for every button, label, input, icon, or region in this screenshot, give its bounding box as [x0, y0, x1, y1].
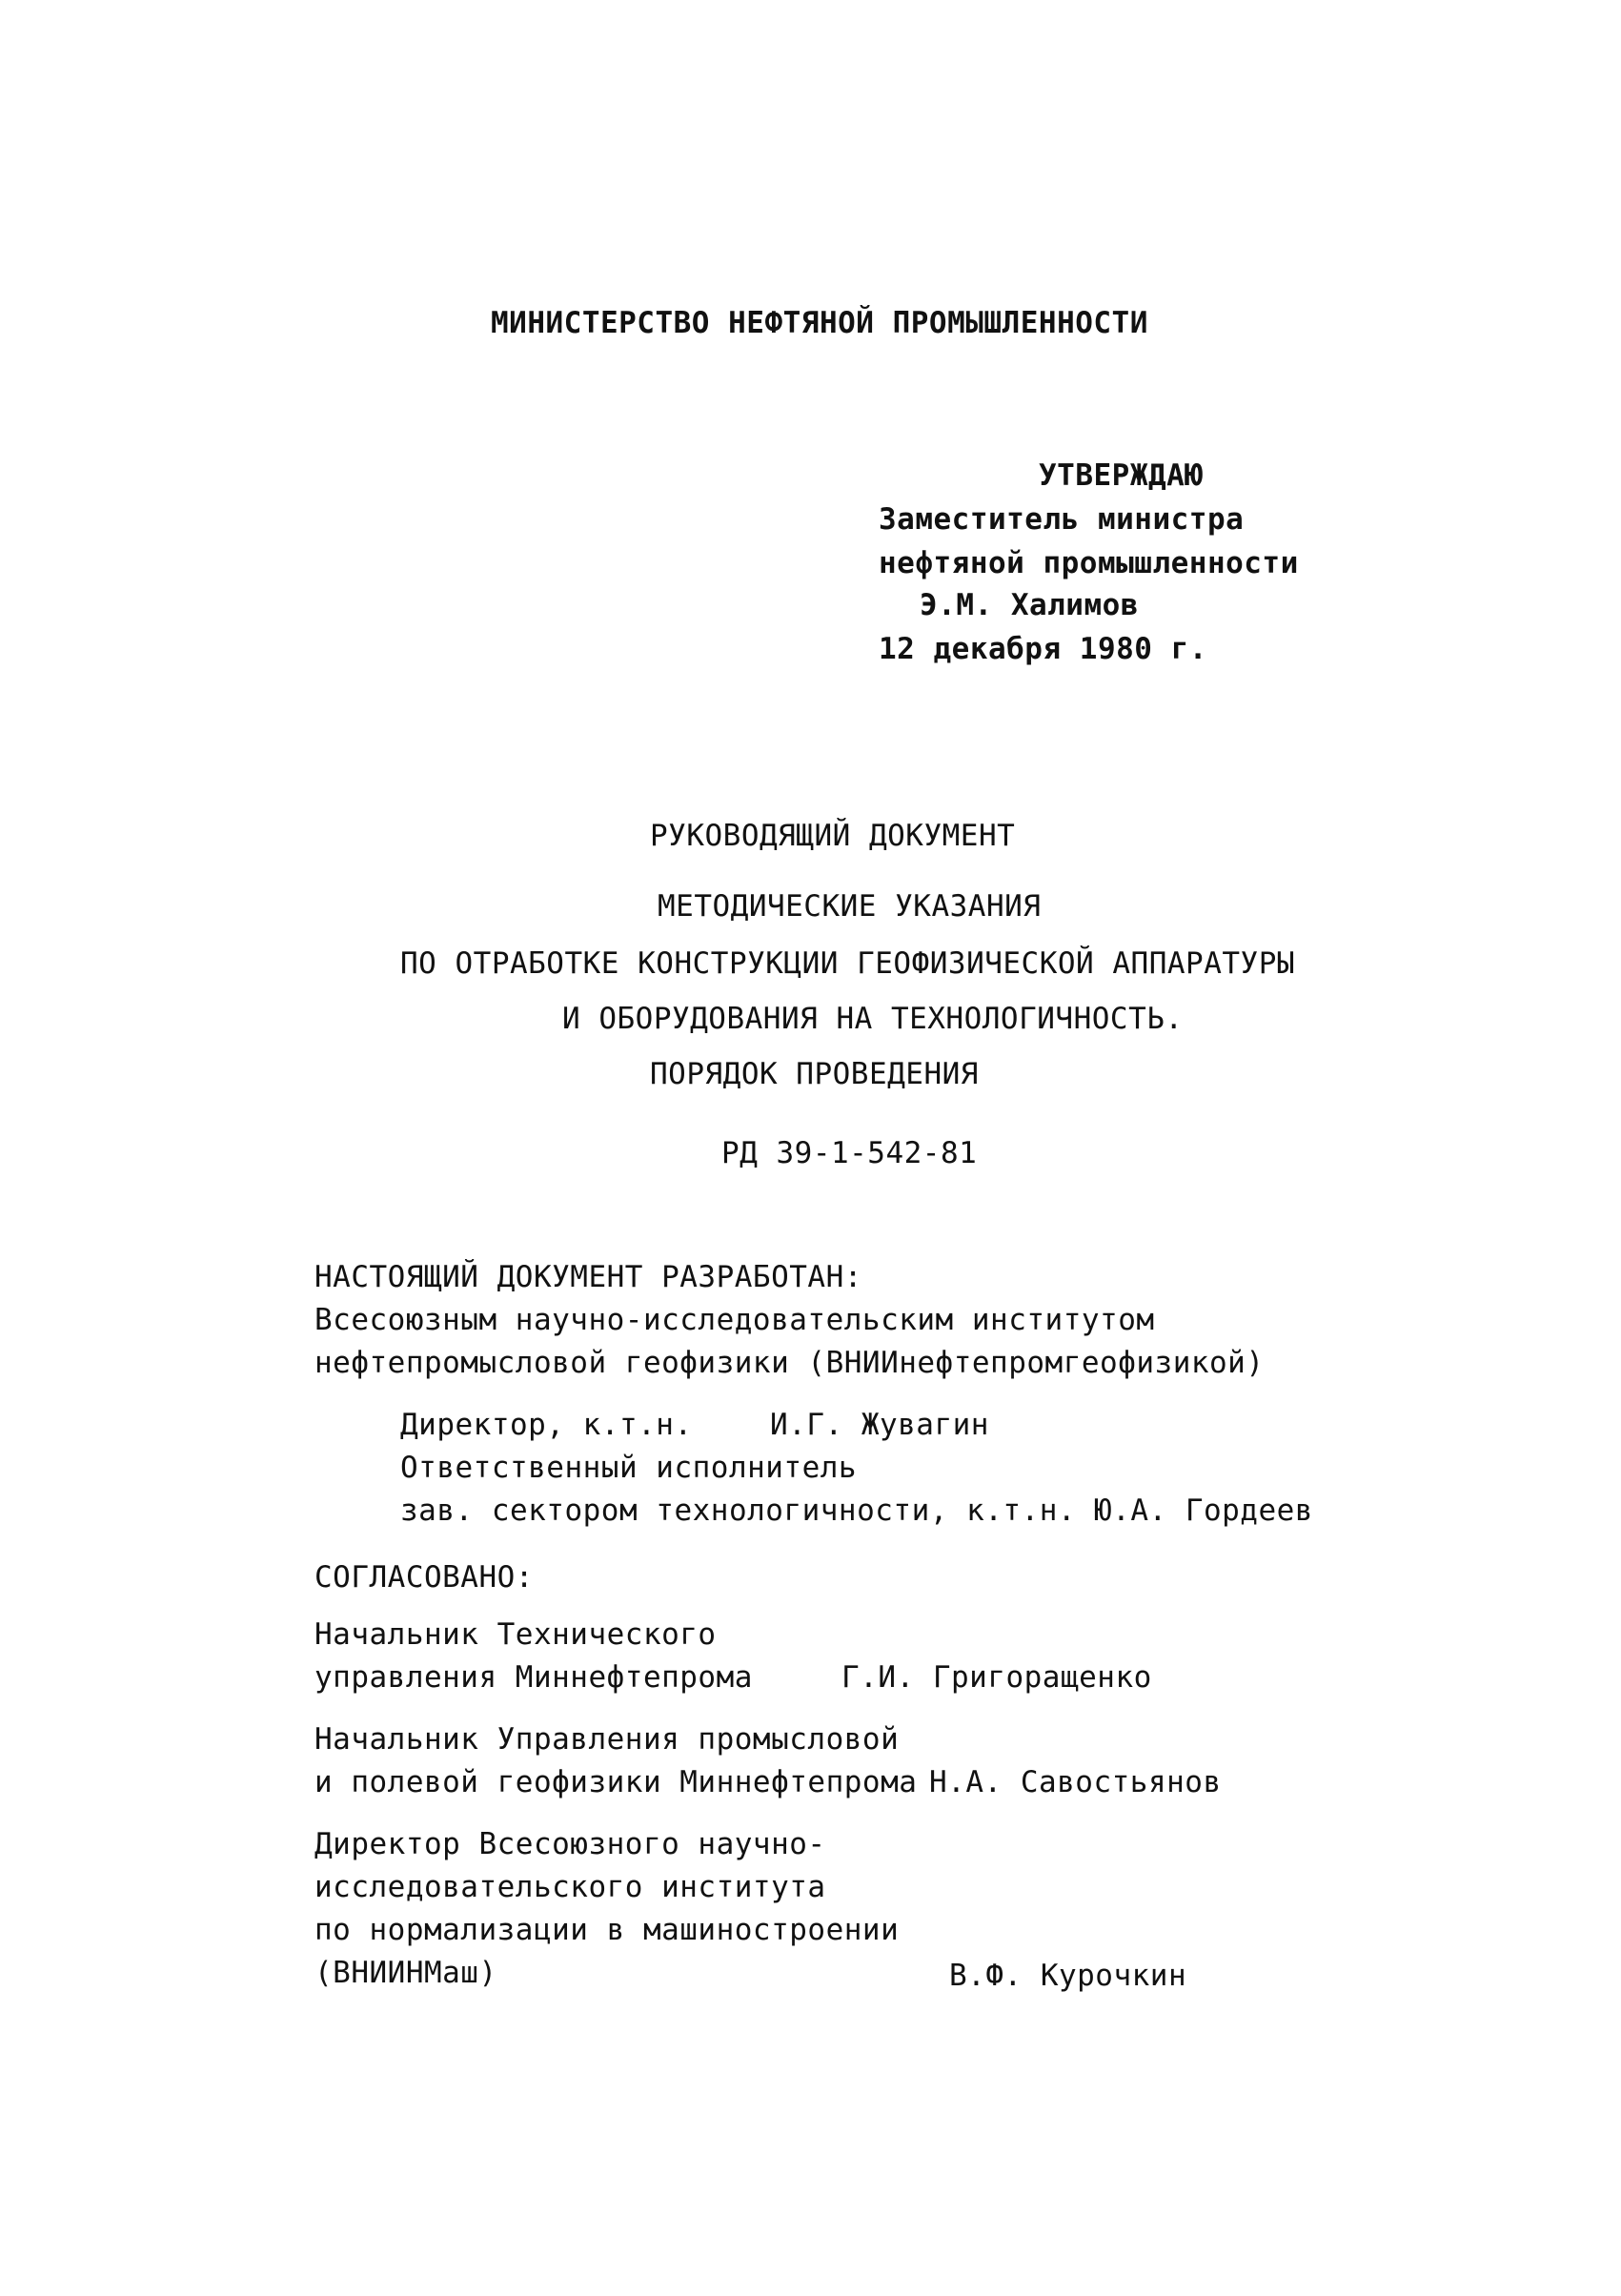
agreed-item-1-line1: Начальник Технического: [314, 1617, 717, 1652]
title-line1: МЕТОДИЧЕСКИЕ УКАЗАНИЯ: [658, 889, 1042, 924]
agreed-item-3-line4: (ВНИИНМаш): [314, 1956, 497, 1990]
document-type: РУКОВОДЯЩИЙ ДОКУМЕНТ: [650, 819, 1016, 853]
agreed-item-2-name: Н.А. Савостьянов: [929, 1765, 1222, 1799]
agreed-item-3-line2: исследовательского института: [314, 1870, 826, 1904]
approver-name: Э.М. Халимов: [920, 588, 1139, 622]
agreed-item-2-line2: и полевой геофизики Миннефтепрома: [314, 1765, 918, 1799]
approver-position-line1: Заместитель министра: [879, 502, 1245, 537]
agreed-item-1-name: Г.И. Григоращенко: [841, 1660, 1152, 1695]
document-code: РД 39-1-542-81: [721, 1136, 978, 1170]
agreed-item-3-line3: по нормализации в машиностроении: [314, 1913, 900, 1947]
executor-name: Ю.А. Гордеев: [1094, 1493, 1313, 1528]
agreed-item-3-name: В.Ф. Курочкин: [949, 1959, 1187, 1993]
ministry-heading: МИНИСТЕРСТВО НЕФТЯНОЙ ПРОМЫШЛЕННОСТИ: [491, 306, 1148, 340]
title-line2: ПО ОТРАБОТКЕ КОНСТРУКЦИИ ГЕОФИЗИЧЕСКОЙ АППАРАТУРЫ: [400, 946, 1296, 981]
agreed-heading: СОГЛАСОВАНО:: [314, 1560, 534, 1595]
executor-role: зав. сектором технологичности, к.т.н.: [400, 1493, 1077, 1528]
agreed-item-3-line1: Директор Всесоюзного научно-: [314, 1827, 826, 1861]
developed-heading: НАСТОЯЩИЙ ДОКУМЕНТ РАЗРАБОТАН:: [314, 1260, 862, 1294]
approver-position-line2: нефтяной промышленности: [879, 546, 1299, 580]
executor-title: Ответственный исполнитель: [400, 1451, 858, 1485]
title-line3: И ОБОРУДОВАНИЯ НА ТЕХНОЛОГИЧНОСТЬ.: [562, 1002, 1184, 1036]
director-name: И.Г. Жувагин: [770, 1408, 989, 1442]
director-title: Директор, к.т.н.: [400, 1408, 693, 1442]
title-line4: ПОРЯДОК ПРОВЕДЕНИЯ: [650, 1057, 979, 1091]
agreed-item-2-line1: Начальник Управления промысловой: [314, 1722, 900, 1757]
approval-date: 12 декабря 1980 г.: [879, 632, 1207, 666]
developer-org-line1: Всесоюзным научно-исследовательским институтом: [314, 1303, 1155, 1337]
developer-org-line2: нефтепромысловой геофизики (ВНИИнефтепромгеофизикой): [314, 1346, 1265, 1380]
agreed-item-1-line2: управления Миннефтепрома: [314, 1660, 753, 1695]
approval-heading: УТВЕРЖДАЮ: [1039, 458, 1204, 493]
